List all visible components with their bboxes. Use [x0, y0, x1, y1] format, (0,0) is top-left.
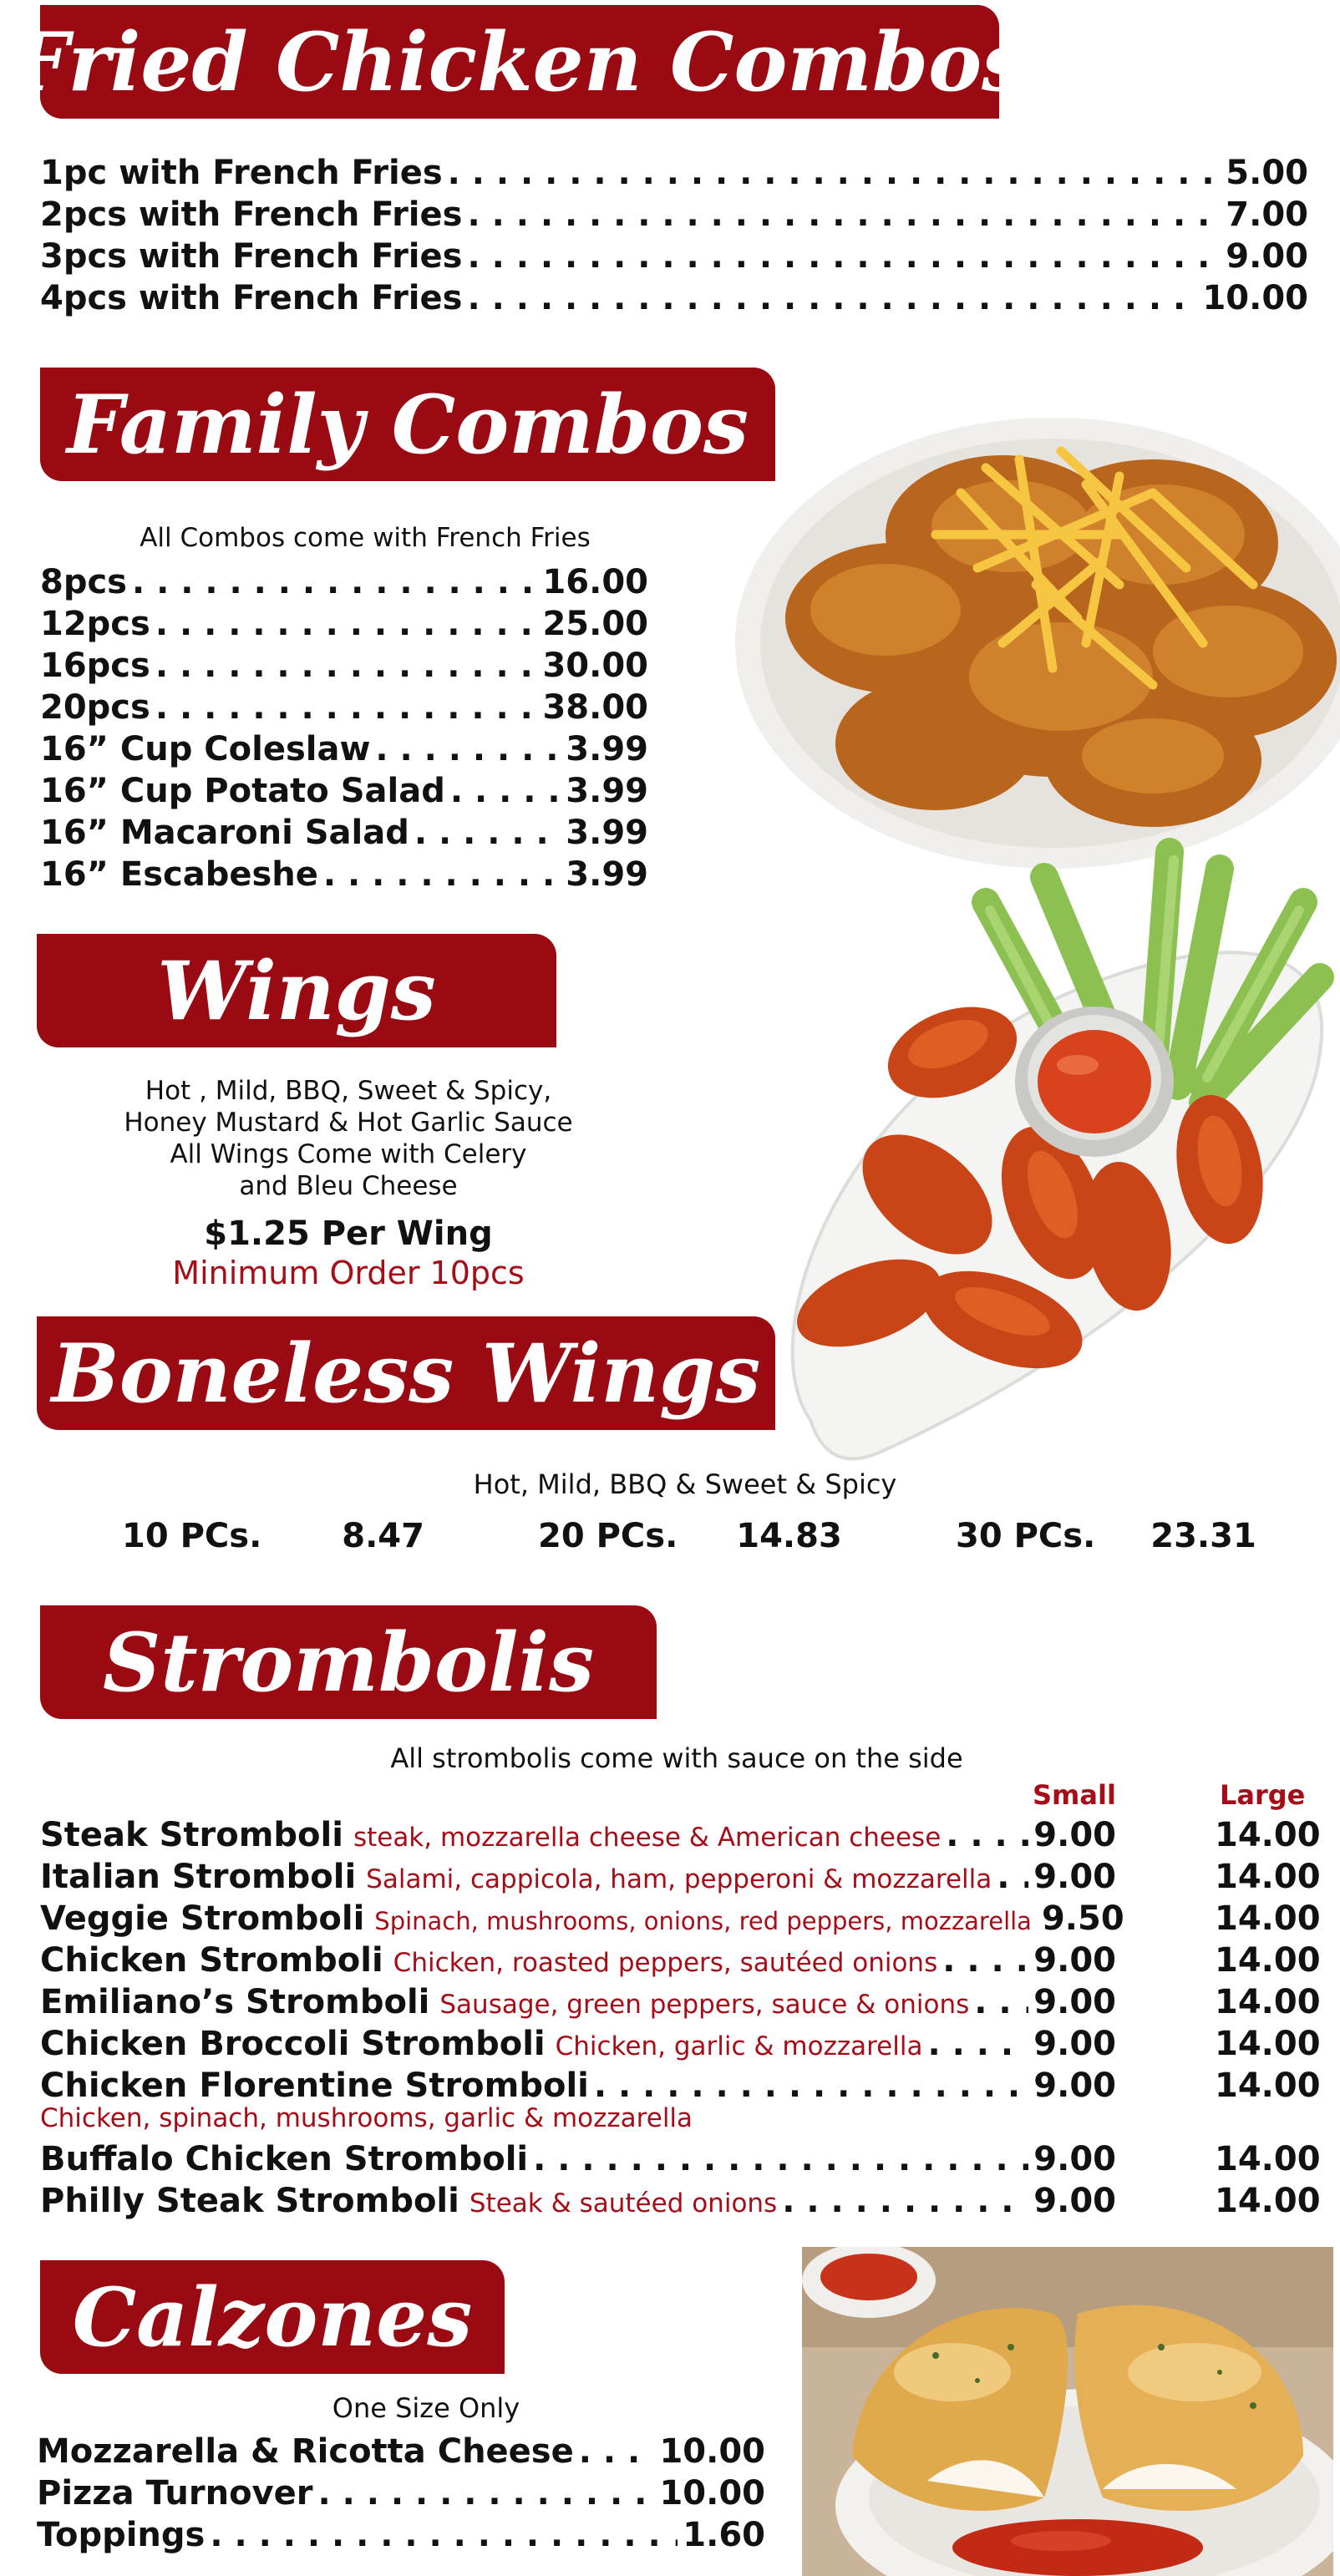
section-banner-wings	[37, 934, 556, 1047]
menu-item: Veggie Stromboli Spinach, mushrooms, onions, red peppers, mozzarella 9.50	[40, 1899, 1124, 1938]
menu-item: Emiliano’s Stromboli Sausage, green peppers, sauce & onions . . . 9.00	[40, 1983, 1116, 2021]
wings-minimum: Minimum Order 10pcs	[172, 1255, 525, 1291]
menu-item: 8pcs . . . 16.00	[40, 563, 648, 601]
item-description: Chicken, spinach, mushrooms, garlic & mozzarella	[40, 2103, 693, 2133]
large-price: 14.00	[1215, 2066, 1321, 2105]
menu-item: 3pcs with French Fries . . . 9.00	[40, 237, 1308, 276]
section-banner-strombolis	[40, 1605, 657, 1719]
section-title: Calzones	[72, 2269, 473, 2365]
menu-item: 1pc with French Fries . . . 5.00	[40, 154, 1308, 192]
boneless-option: 10 PCs. 8.47	[122, 1517, 424, 1555]
large-price: 14.00	[1215, 1858, 1321, 1896]
menu-item: 16” Cup Coleslaw . . . 3.99	[40, 730, 648, 768]
buffalo-wings-photo	[735, 835, 1340, 1470]
large-price: 14.00	[1215, 2025, 1321, 2063]
section-note: One Size Only	[332, 2392, 520, 2424]
wings-sauce-line: Hot , Mild, BBQ, Sweet & Spicy,	[145, 1076, 552, 1106]
menu-item: Buffalo Chicken Stromboli . . . 9.00	[40, 2140, 1116, 2178]
boneless-option: 20 PCs. 14.83	[538, 1517, 842, 1555]
section-note: All Combos come with French Fries	[140, 523, 591, 553]
wings-sauce-line: Honey Mustard & Hot Garlic Sauce	[124, 1108, 573, 1138]
menu-item: Pizza Turnover . . . 10.00	[37, 2474, 765, 2513]
menu-item: Italian Stromboli Salami, cappicola, ham, pepperoni & mozzarella . . . 9.00	[40, 1858, 1116, 1896]
menu-item: Philly Steak Stromboli Steak & sautéed onions . . . 9.00	[40, 2182, 1116, 2220]
large-price: 14.00	[1215, 1941, 1321, 1980]
calzone-photo	[802, 2247, 1333, 2576]
menu-item: 16” Escabeshe . . . 3.99	[40, 855, 648, 894]
menu-item: Steak Stromboli steak, mozzarella cheese & American cheese . . . 9.00	[40, 1816, 1116, 1854]
section-banner-calzones	[40, 2260, 505, 2374]
section-title: Boneless Wings	[51, 1326, 761, 1421]
menu-item: 20pcs . . . 38.00	[40, 688, 648, 727]
menu-item: 12pcs . . . 25.00	[40, 605, 648, 643]
large-price: 14.00	[1215, 1816, 1321, 1854]
wings-sides-line: All Wings Come with Celery	[170, 1139, 527, 1169]
column-header-large: Large	[1220, 1779, 1306, 1811]
menu-item: Chicken Stromboli Chicken, roasted peppers, sautéed onions . . . 9.00	[40, 1941, 1116, 1980]
section-title: Wings	[157, 943, 436, 1038]
column-header-small: Small	[1033, 1779, 1116, 1811]
section-title: Family Combos	[66, 377, 749, 472]
large-price: 14.00	[1215, 2140, 1321, 2178]
section-title: Fried Chicken Combos	[12, 14, 1028, 109]
section-banner-fried-chicken	[12, 5, 1028, 119]
wings-price: $1.25 Per Wing	[204, 1214, 493, 1253]
menu-item: Chicken Broccoli Stromboli Chicken, garlic & mozzarella . . . 9.00	[40, 2025, 1116, 2063]
large-price: 14.00	[1215, 2182, 1321, 2220]
menu-item: 16” Cup Potato Salad . . . 3.99	[40, 772, 648, 810]
menu-item: 16pcs . . . 30.00	[40, 647, 648, 685]
menu-item: Toppings . . . 1.60	[37, 2516, 765, 2554]
section-banner-family-combos	[40, 368, 775, 481]
boneless-option: 30 PCs. 23.31	[956, 1517, 1256, 1555]
menu-item: 2pcs with French Fries . . . 7.00	[40, 195, 1308, 234]
section-note: Hot, Mild, BBQ & Sweet & Spicy	[473, 1468, 897, 1500]
wings-sides-line: and Bleu Cheese	[239, 1171, 458, 1201]
section-title: Strombolis	[103, 1615, 594, 1710]
section-note: All strombolis come with sauce on the side	[390, 1742, 963, 1774]
fried-chicken-photo	[685, 368, 1340, 902]
menu-item: Mozzarella & Ricotta Cheese . . . 10.00	[37, 2432, 765, 2471]
menu-item: 4pcs with French Fries . . . 10.00	[40, 279, 1308, 317]
large-price: 14.00	[1215, 1899, 1321, 1938]
menu-item: 16” Macaroni Salad . . . 3.99	[40, 814, 648, 852]
menu-item: Chicken Florentine Stromboli . . . 9.00	[40, 2066, 1116, 2105]
large-price: 14.00	[1215, 1983, 1321, 2021]
section-banner-boneless-wings	[37, 1316, 775, 1430]
